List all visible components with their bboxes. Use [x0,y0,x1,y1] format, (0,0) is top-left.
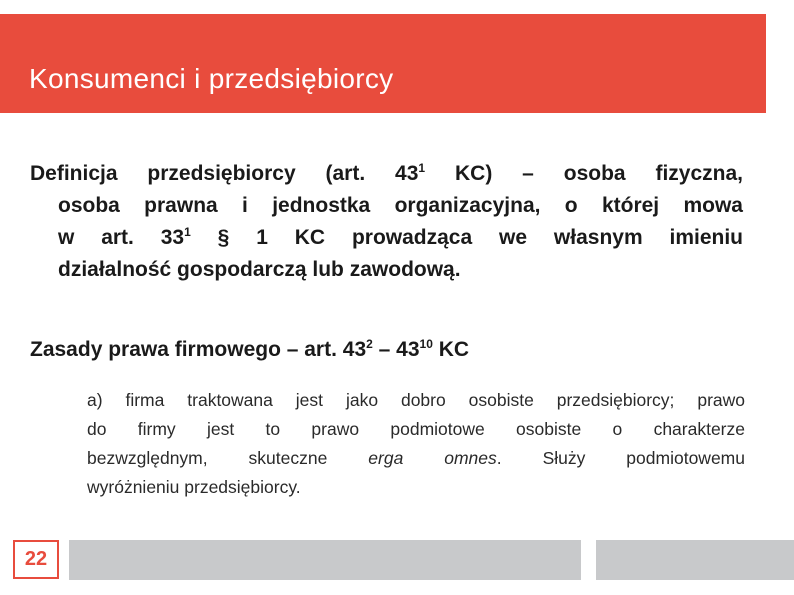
rule-item-a-line-2: do firmy jest to prawo podmiotowe osobiste o charakterze [87,419,745,439]
rule-item-a-line-1: a) firma traktowana jest jako dobro osobiste przedsiębiorcy; prawo [87,390,745,410]
definition-paragraph [30,158,743,286]
slide-title: Konsumenci i przedsiębiorcy [29,63,394,94]
footer-bar-left [69,540,581,580]
rule-item-a-line-4: wyróżnieniu przedsiębiorcy. [87,477,301,497]
page-number-box [13,540,59,579]
definition-line-1: Definicja przedsiębiorcy (art. $43^1$ KC) – osoba fizyczna, [30,161,743,185]
rule-item-a [87,386,745,502]
page-number: 22 [24,548,48,570]
footer-bar-right [596,540,794,580]
rule-item-a-line-3: bezwzględnym, skuteczne erga omnes. Służy podmiotowemu [87,448,745,468]
definition-line-4: działalność gospodarczą lub zawodową. [58,258,461,281]
definition-line-2: osoba prawna i jednostka organizacyjna, o której mowa [58,194,743,217]
definition-line-3: w art. $33^1$ § 1 KC prowadząca we własnym imieniu [58,225,743,249]
rules-heading: Zasady prawa firmowego – art. $43^2 - 43^{10}$ KC [30,337,470,361]
